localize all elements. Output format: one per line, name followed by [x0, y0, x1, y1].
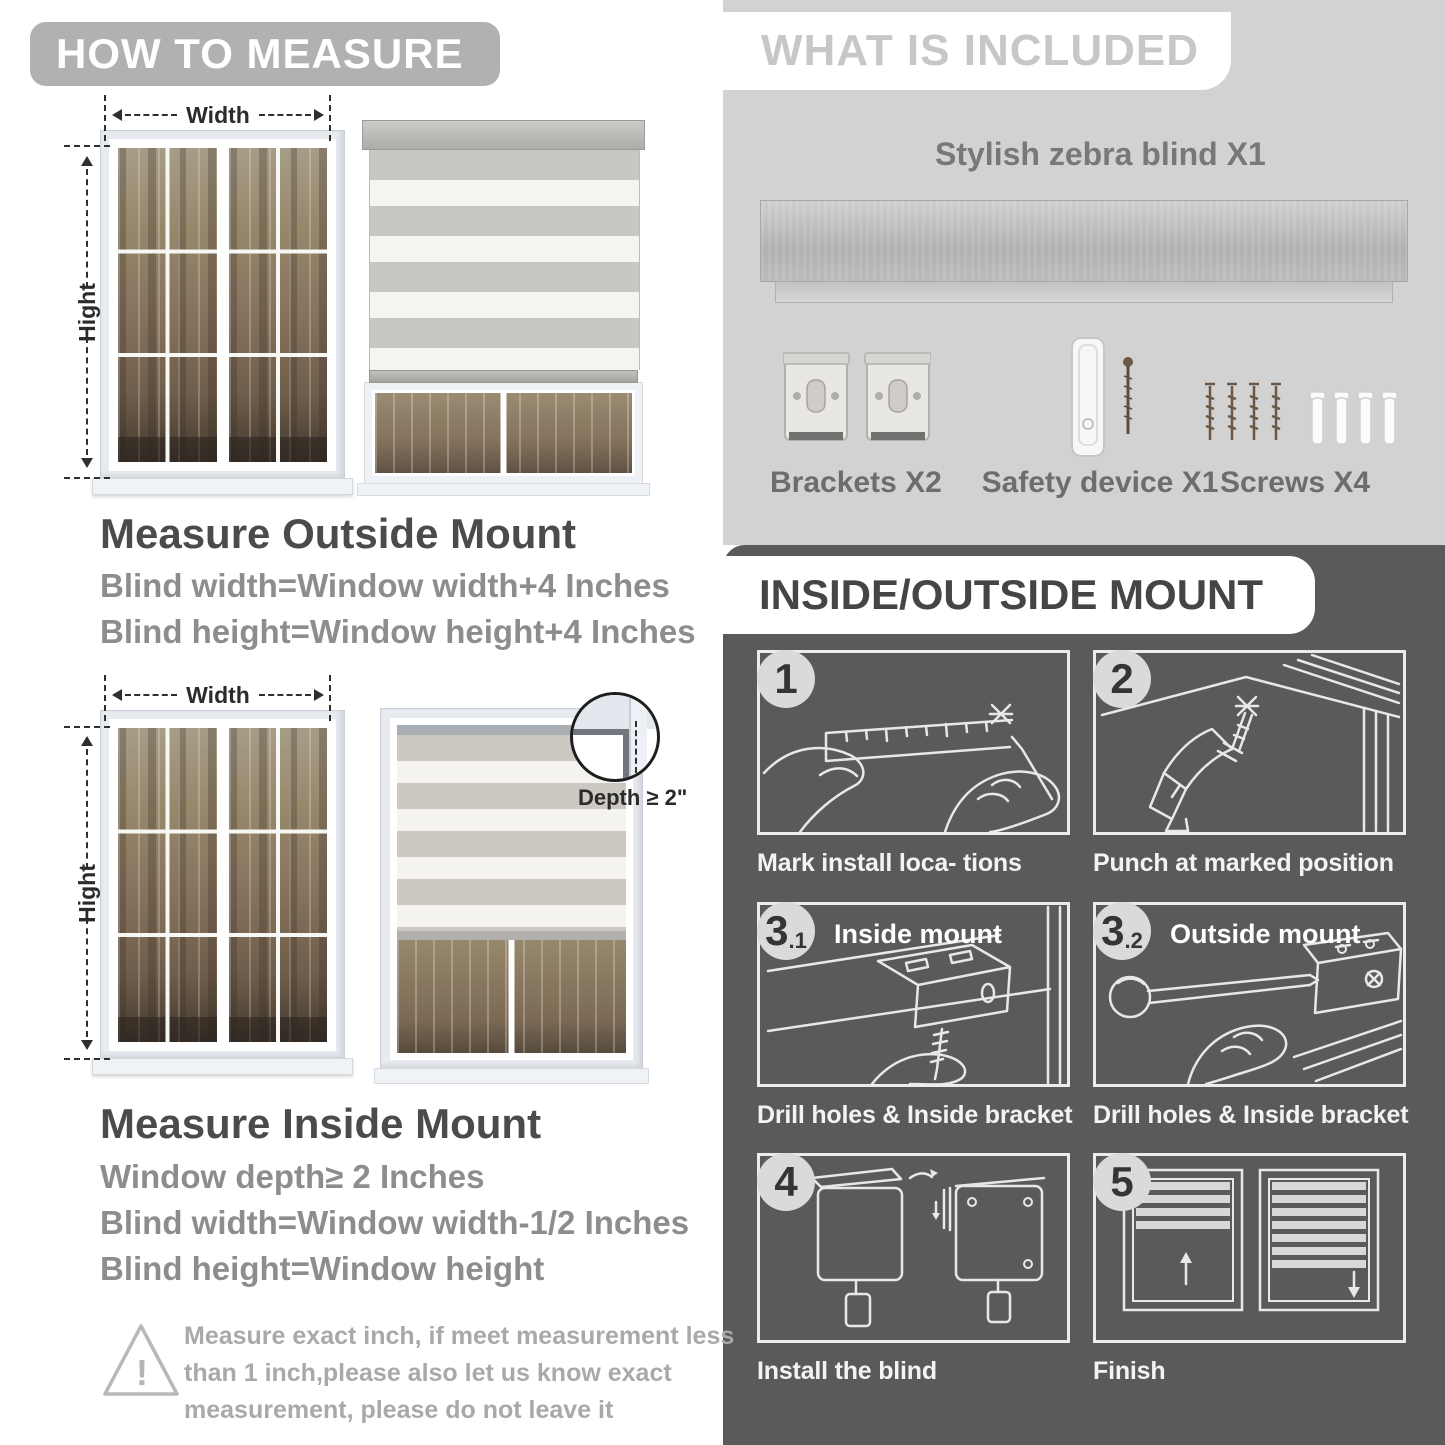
mount-section-header [723, 556, 1315, 634]
window-illustration-outside [100, 130, 345, 480]
step-number: 3 [1101, 907, 1125, 954]
step-panel-4 [757, 1153, 1070, 1386]
brackets-label: Brackets X2 [770, 466, 942, 499]
what-is-included-header [723, 12, 1231, 90]
height-tick-bottom [64, 1058, 110, 1060]
safety-device-image [1052, 336, 1152, 469]
height-tick-top [64, 145, 110, 147]
window-sill [357, 483, 650, 496]
window-sash [115, 725, 220, 1045]
inside-formula-width: Blind width=Window width-1/2 Inches [100, 1204, 690, 1241]
window-glass [397, 940, 626, 1053]
step-number: 2 [1110, 655, 1134, 702]
inside-formula-depth: Window depth≥ 2 Inches [100, 1158, 485, 1195]
safety-device-label: Safety device X1 [981, 466, 1219, 499]
window-behind-blind [365, 383, 642, 483]
window-illustration-inside [100, 710, 345, 1060]
mount-section-title: INSIDE/OUTSIDE MOUNT [759, 571, 1264, 618]
step-number-badge [1093, 902, 1151, 960]
step-panel-1 [757, 650, 1070, 878]
window-sash [115, 145, 220, 465]
step-number: 1 [774, 655, 798, 702]
step3-2-illustration-box [1093, 902, 1406, 1087]
arrow-right-icon [314, 109, 330, 121]
depth-label: Depth ≥ 2" [578, 785, 688, 810]
step-number-badge [757, 902, 815, 960]
height-arrow-outside [73, 150, 100, 474]
step-panel-2 [1093, 650, 1406, 878]
step1-illustration-box [757, 650, 1070, 835]
window-frame [100, 710, 345, 1060]
blind-headrail-lip [775, 282, 1393, 303]
zebra-blind-outside-illustration [362, 120, 645, 496]
arrow-up-icon [81, 730, 93, 746]
step-subnumber: .1 [788, 928, 807, 953]
inside-mount-heading: Measure Inside Mount [100, 1100, 542, 1147]
step5-caption: Finish [1093, 1357, 1166, 1385]
brackets-image [783, 348, 931, 459]
blind-bottom-rail [369, 370, 638, 383]
step-number: 3 [765, 907, 789, 954]
step2-illustration-box [1093, 650, 1406, 835]
outside-mount-heading: Measure Outside Mount [100, 510, 577, 557]
step1-caption: Mark install loca- tions [757, 849, 1022, 877]
width-label: Width [186, 101, 250, 128]
step-number-badge [1093, 1153, 1151, 1211]
step3-2-caption: Drill holes & Inside bracket [1093, 1101, 1409, 1129]
arrow-down-icon [81, 1040, 93, 1056]
depth-magnifier-icon [570, 692, 660, 782]
blind-zebra-stripes [369, 150, 640, 370]
width-arrow-outside [106, 101, 330, 128]
blind-headrail-image [760, 200, 1408, 282]
step-panel-3-2 [1093, 902, 1409, 1130]
warning-exclamation: ! [136, 1352, 148, 1393]
width-arrow-inside [106, 681, 330, 708]
window-sill [374, 1068, 649, 1084]
height-tick-top [64, 726, 110, 728]
outside-formula-height: Blind height=Window height+4 Inches [100, 613, 696, 650]
warning-text-line: Measure exact inch, if meet measurement less [184, 1322, 735, 1350]
step-number: 5 [1110, 1158, 1134, 1205]
how-to-measure-header [30, 22, 500, 86]
height-arrow-inside [73, 730, 100, 1056]
what-is-included-title: WHAT IS INCLUDED [761, 26, 1200, 75]
step-number: 4 [774, 1158, 798, 1205]
warning-text-line: than 1 inch,please also let us know exact [184, 1359, 672, 1387]
blind-bottom-rail [397, 931, 626, 940]
height-label: Hight [73, 863, 100, 923]
window-sash [226, 145, 331, 465]
window-sill [92, 478, 353, 495]
arrow-left-icon [106, 689, 122, 701]
inside-formula-height: Blind height=Window height [100, 1250, 545, 1287]
screws-image [1198, 378, 1403, 463]
how-to-measure-title: HOW TO MEASURE [56, 30, 464, 77]
step5-illustration-box [1093, 1153, 1406, 1343]
screws-label: Screws X4 [1219, 466, 1371, 499]
step4-caption: Install the blind [757, 1357, 937, 1385]
step-number-badge [1093, 650, 1151, 708]
step3-1-caption: Drill holes & Inside bracket [757, 1101, 1073, 1129]
step-number-badge [757, 1153, 815, 1211]
step-panel-5 [1093, 1153, 1406, 1386]
arrow-up-icon [81, 150, 93, 166]
blind-cassette [362, 120, 645, 150]
warning-text-line: measurement, please do not leave it [184, 1396, 614, 1424]
step4-illustration-box [757, 1153, 1070, 1343]
step3-1-title: Inside mount [834, 919, 1002, 949]
step-subnumber: .2 [1124, 928, 1143, 953]
step-number-badge [757, 650, 815, 708]
width-label: Width [186, 681, 250, 708]
window-sash [226, 725, 331, 1045]
height-label: Hight [73, 282, 100, 342]
arrow-right-icon [314, 689, 330, 701]
step3-2-title: Outside mount [1170, 919, 1361, 949]
height-tick-bottom [64, 477, 110, 479]
blind-quantity-label: Stylish zebra blind X1 [935, 136, 1266, 172]
step-panel-3-1 [757, 902, 1073, 1130]
window-sill [92, 1058, 353, 1075]
arrow-left-icon [106, 109, 122, 121]
step2-caption: Punch at marked position [1093, 849, 1394, 877]
arrow-down-icon [81, 458, 93, 474]
window-frame [100, 130, 345, 480]
step3-1-illustration-box [757, 902, 1070, 1087]
outside-formula-width: Blind width=Window width+4 Inches [100, 567, 670, 604]
